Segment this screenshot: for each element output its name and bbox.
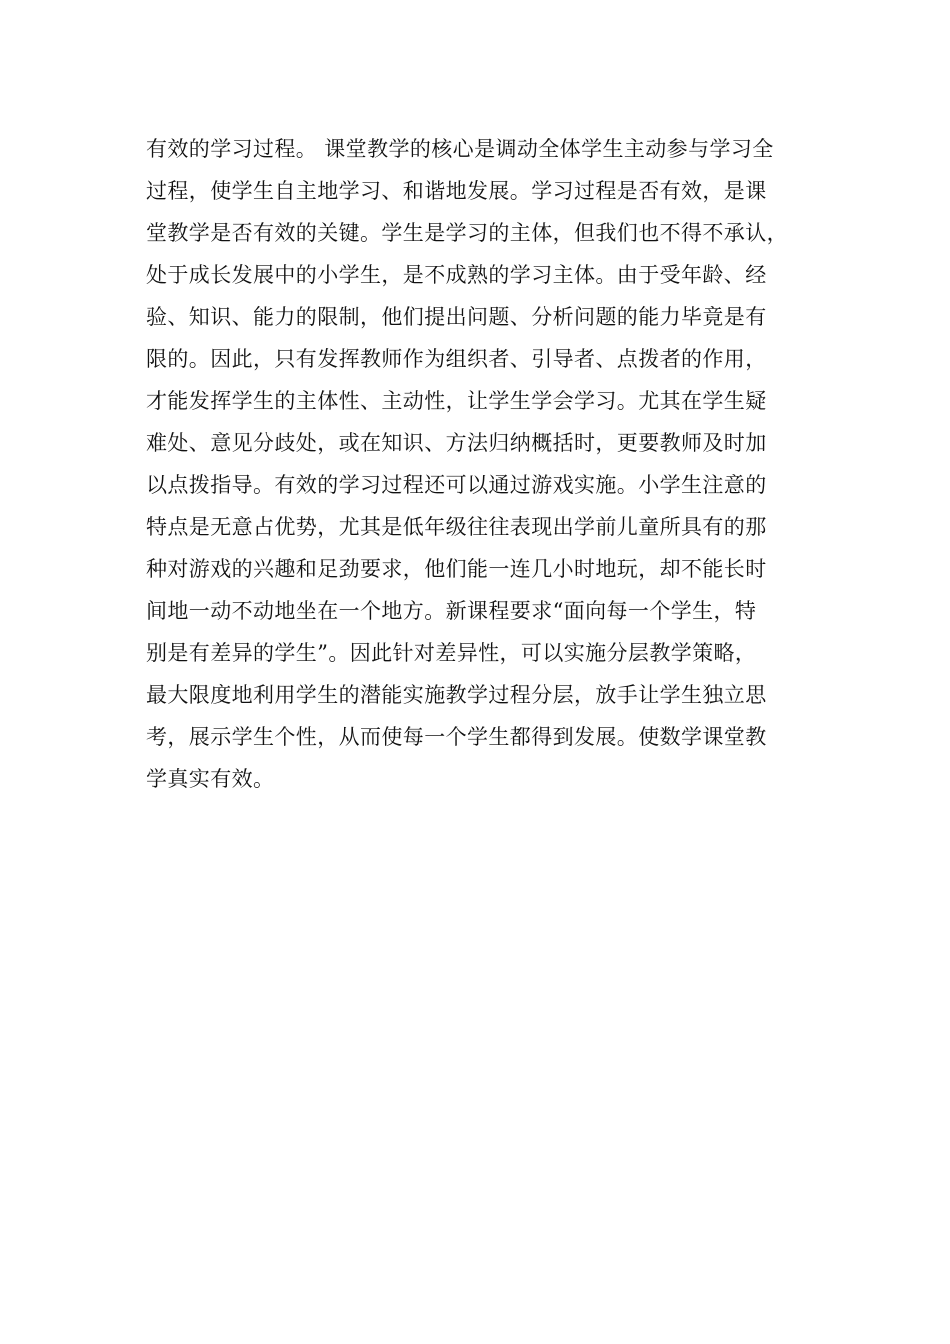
text-line: 别是有差异的学生”。因此针对差异性，可以实施分层教学策略，: [146, 641, 757, 665]
text-line: 才能发挥学生的主体性、主动性，让学生学会学习。尤其在学生疑: [146, 389, 767, 413]
text-line: 难处、意见分歧处，或在知识、方法归纳概括时，更要教师及时加: [146, 431, 767, 455]
text-line: 以点拨指导。有效的学习过程还可以通过游戏实施。小学生注意的: [146, 473, 767, 497]
text-line: 考，展示学生个性，从而使每一个学生都得到发展。使数学课堂教: [146, 725, 767, 749]
text-line: 间地一动不动地坐在一个地方。新课程要求“面向每一个学生，特: [146, 599, 757, 623]
body-paragraph: [146, 128, 816, 800]
text-line: 特点是无意占优势，尤其是低年级往往表现出学前儿童所具有的那: [146, 515, 767, 539]
text-line: 处于成长发展中的小学生，是不成熟的学习主体。由于受年龄、经: [146, 263, 767, 287]
text-line: 限的。因此，只有发挥教师作为组织者、引导者、点拨者的作用，: [146, 347, 767, 371]
text-line: 验、知识、能力的限制，他们提出问题、分析问题的能力毕竟是有: [146, 305, 767, 329]
text-line: 学真实有效。: [146, 767, 275, 791]
text-line: 过程，使学生自主地学习、和谐地发展。学习过程是否有效，是课: [146, 179, 767, 203]
text-line: 堂教学是否有效的关键。学生是学习的主体，但我们也不得不承认，: [146, 221, 788, 245]
text-line: 有效的学习过程。 课堂教学的核心是调动全体学生主动参与学习全: [146, 137, 774, 161]
text-line: 种对游戏的兴趣和足劲要求，他们能一连几小时地玩，却不能长时: [146, 557, 767, 581]
text-line: 最大限度地利用学生的潜能实施教学过程分层，放手让学生独立思: [146, 683, 767, 707]
